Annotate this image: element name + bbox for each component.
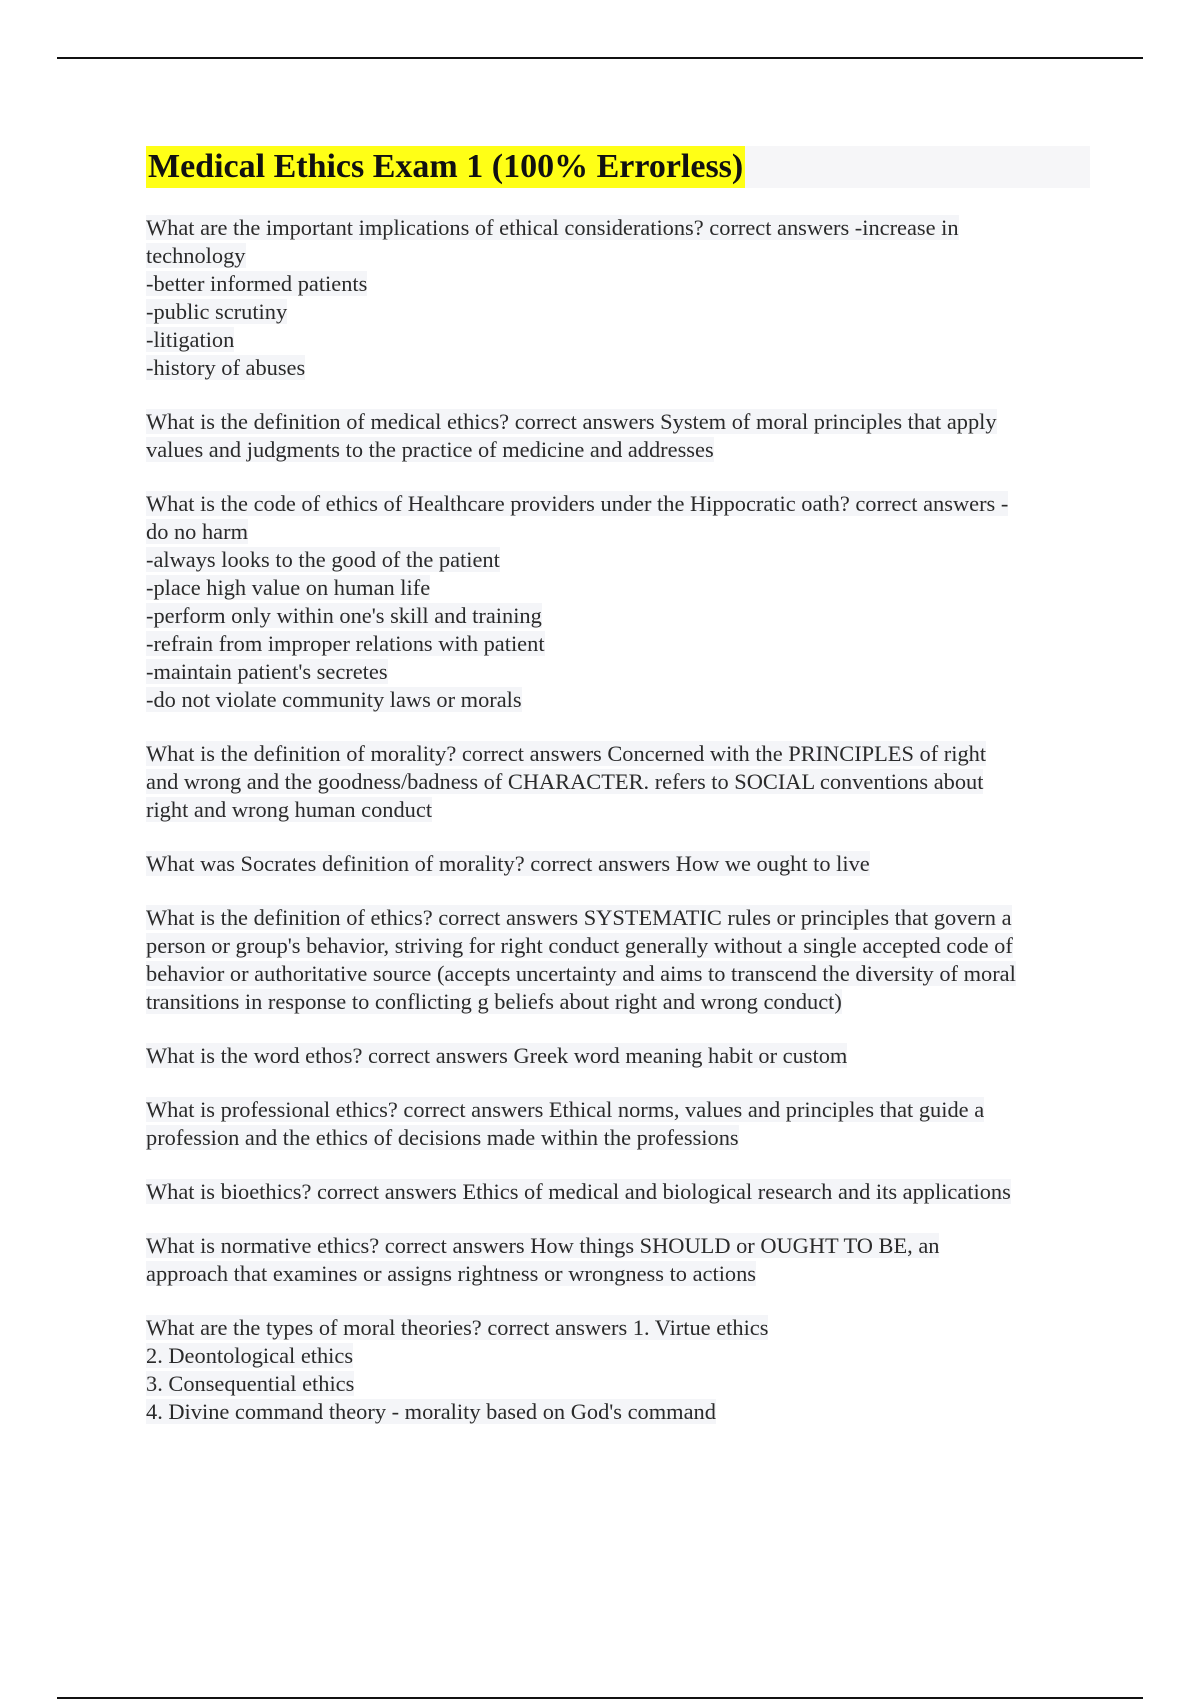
qa-line: -public scrutiny [146, 299, 288, 324]
qa-line: person or group's behavior, striving for right conduct generally without a single accepted code of [146, 933, 1013, 958]
qa-item [146, 740, 1090, 824]
qa-list [146, 214, 1090, 1426]
qa-line: values and judgments to the practice of medicine and addresses [146, 437, 714, 462]
document-title: Medical Ethics Exam 1 (100% Errorless) [146, 146, 745, 188]
qa-line: What are the important implications of ethical considerations? correct answers -increase in [146, 215, 959, 240]
qa-line: 3. Consequential ethics [146, 1371, 355, 1396]
qa-line: technology [146, 243, 246, 268]
qa-line: 2. Deontological ethics [146, 1343, 354, 1368]
qa-line: What is the word ethos? correct answers Greek word meaning habit or custom [146, 1043, 848, 1068]
qa-item [146, 904, 1090, 1016]
qa-line: What is the code of ethics of Healthcare providers under the Hippocratic oath? correct answers - [146, 491, 1009, 516]
qa-line: -place high value on human life [146, 575, 431, 600]
title-band [146, 146, 1090, 188]
qa-item [146, 1232, 1090, 1288]
qa-line: -always looks to the good of the patient [146, 547, 500, 572]
qa-line: 4. Divine command theory - morality based on God's command [146, 1399, 716, 1424]
qa-line: What is bioethics? correct answers Ethics of medical and biological research and its applications [146, 1179, 1011, 1204]
qa-line: approach that examines or assigns rightness or wrongness to actions [146, 1261, 757, 1286]
qa-line: -refrain from improper relations with patient [146, 631, 545, 656]
qa-line: -maintain patient's secretes [146, 659, 388, 684]
qa-line: -better informed patients [146, 271, 368, 296]
qa-line: and wrong and the goodness/badness of CHARACTER. refers to SOCIAL conventions about [146, 769, 984, 794]
qa-line: profession and the ethics of decisions made within the professions [146, 1125, 739, 1150]
qa-line: What is normative ethics? correct answers How things SHOULD or OUGHT TO BE, an [146, 1233, 940, 1258]
qa-line: -perform only within one's skill and training [146, 603, 542, 628]
qa-line: What is the definition of medical ethics? correct answers System of moral principles that apply [146, 409, 997, 434]
qa-line: -litigation [146, 327, 235, 352]
bottom-rule [57, 1697, 1143, 1699]
qa-item [146, 214, 1090, 382]
qa-line: What was Socrates definition of morality? correct answers How we ought to live [146, 851, 870, 876]
qa-line: What are the types of moral theories? correct answers 1. Virtue ethics [146, 1315, 769, 1340]
qa-line: do no harm [146, 519, 248, 544]
qa-line: behavior or authoritative source (accepts uncertainty and aims to transcend the diversity of moral [146, 961, 1016, 986]
qa-item [146, 1096, 1090, 1152]
qa-line: right and wrong human conduct [146, 797, 433, 822]
qa-item [146, 850, 1090, 878]
qa-item [146, 1314, 1090, 1426]
qa-line: What is professional ethics? correct answers Ethical norms, values and principles that guide a [146, 1097, 985, 1122]
document-body [146, 146, 1090, 1452]
qa-item [146, 1042, 1090, 1070]
qa-item [146, 408, 1090, 464]
qa-item [146, 490, 1090, 714]
qa-line: transitions in response to conflicting g beliefs about right and wrong conduct) [146, 989, 842, 1014]
qa-item [146, 1178, 1090, 1206]
qa-line: -history of abuses [146, 355, 306, 380]
qa-line: What is the definition of ethics? correct answers SYSTEMATIC rules or principles that govern a [146, 905, 1012, 930]
qa-line: What is the definition of morality? correct answers Concerned with the PRINCIPLES of right [146, 741, 987, 766]
qa-line: -do not violate community laws or morals [146, 687, 522, 712]
top-rule [57, 57, 1143, 59]
